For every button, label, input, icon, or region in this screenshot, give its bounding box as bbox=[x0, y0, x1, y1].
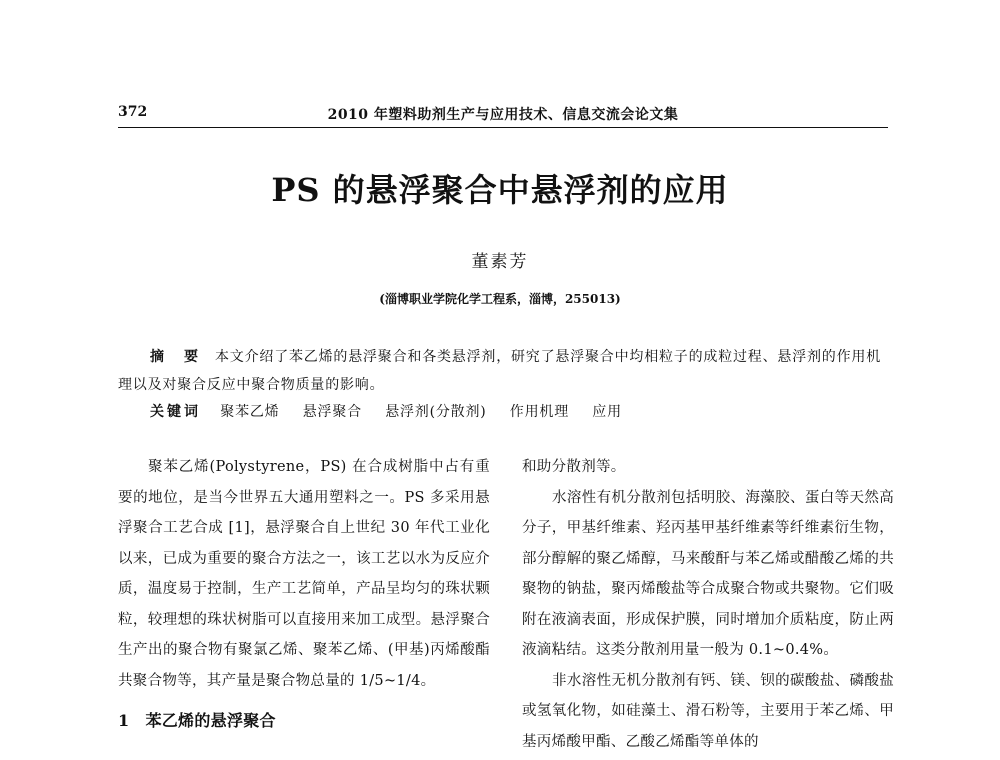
page-header bbox=[118, 104, 888, 124]
abstract bbox=[118, 343, 888, 399]
keyword-item: 悬浮聚合 bbox=[302, 404, 362, 420]
inorganic-dispersant-paragraph: 非水溶性无机分散剂有钙、镁、钡的碳酸盐、磷酸盐或氢氧化物，如硅藻土、滑石粉等，主要用于苯乙烯、甲基丙烯酸甲酯、乙酸乙烯酯等单体的 bbox=[522, 672, 894, 750]
intro-paragraph: 聚苯乙烯(Polystyrene，PS) 在合成树脂中占有重要的地位，是当今世界五大通用塑料之一。PS 多采用悬浮聚合工艺合成 [1]，悬浮聚合自上世纪 30 年代工业化以来，已成为重要的聚合方法之一，该工艺以水为反应介质，温度易于控制，生产工艺简单，产品呈均匀的珠状颗粒，较理想的珠状树脂可以直接用来加工成型。悬浮聚合生产出的聚合物有聚氯乙烯、聚苯乙烯、(甲基)丙烯酸酯共聚合物等，其产量是聚合物总量的 1/5~1/4。 bbox=[118, 459, 490, 689]
author-affiliation: (淄博职业学院化学工程系，淄博，255013) bbox=[379, 292, 621, 306]
keywords-label: 关键词 bbox=[150, 404, 201, 420]
keyword-item: 作用机理 bbox=[509, 404, 569, 420]
abstract-text: 本文介绍了苯乙烯的悬浮聚合和各类悬浮剂，研究了悬浮聚合中均相粒子的成粒过程、悬浮剂的作用机理以及对聚合反应中聚合物质量的影响。 bbox=[118, 349, 881, 393]
keyword-item: 应用 bbox=[592, 404, 622, 420]
paper-title: PS 的悬浮聚合中悬浮剂的应用 bbox=[271, 171, 729, 209]
left-column bbox=[118, 452, 490, 736]
keyword-item: 聚苯乙烯 bbox=[220, 404, 280, 420]
page-number: 372 bbox=[118, 104, 148, 120]
section-number: 1 bbox=[118, 711, 130, 730]
right-column bbox=[522, 452, 894, 757]
abstract-label: 摘 要 bbox=[150, 349, 201, 365]
author-name: 董素芳 bbox=[471, 252, 529, 272]
section-title: 苯乙烯的悬浮聚合 bbox=[145, 711, 276, 730]
keywords bbox=[150, 400, 890, 424]
header-rule bbox=[118, 127, 888, 128]
organic-dispersant-paragraph: 水溶性有机分散剂包括明胶、海藻胶、蛋白等天然高分子，甲基纤维素、羟丙基甲基纤维素等纤维素衍生物，部分醇解的聚乙烯醇，马来酸酐与苯乙烯或醋酸乙烯的共聚物的钠盐，聚丙烯酸盐等合成聚合物或共聚物。它们吸附在液滴表面，形成保护膜，同时增加介质粘度，防止两液滴粘结。这类分散剂用量一般为 0.1~0.4%。 bbox=[522, 489, 894, 658]
continuation-text: 和助分散剂等。 bbox=[522, 459, 626, 475]
keyword-item: 悬浮剂(分散剂) bbox=[385, 404, 487, 420]
section-heading bbox=[118, 706, 490, 736]
running-title: 2010 年塑料助剂生产与应用技术、信息交流会论文集 bbox=[327, 107, 679, 123]
